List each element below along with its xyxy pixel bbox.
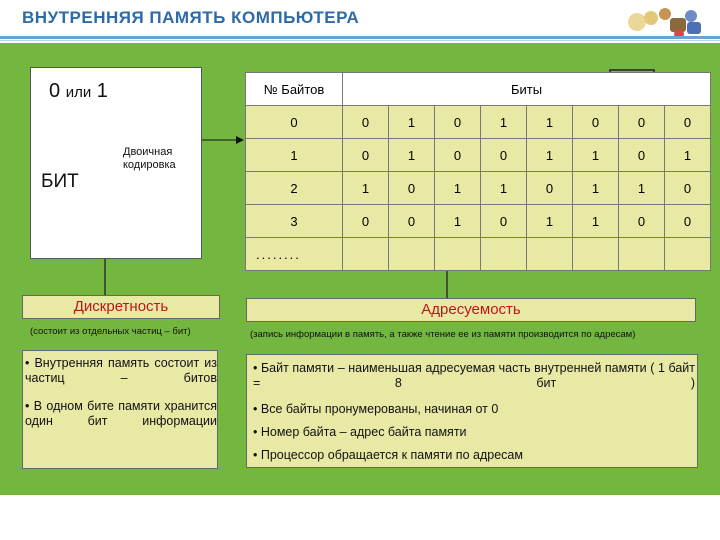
bit-cell: 0 [665,106,711,139]
table-row [246,106,711,139]
byte-number: 0 [246,106,343,139]
one-value: 1 [96,80,108,102]
or-word: или [65,84,92,101]
bit-cell: 0 [481,139,527,172]
binary-label-line1: Двоичная [123,146,173,158]
bit-cell: 1 [573,139,619,172]
bit-cell: 1 [665,139,711,172]
addressability-item-text: Процессор обращается к памяти по адресам [260,448,523,462]
bit-cell: 1 [435,172,481,205]
zero-value: 0 [49,80,61,102]
memory-table [245,72,711,271]
bit-cell: 1 [573,172,619,205]
binary-encoding-label [123,146,176,172]
bit-cell: 0 [619,106,665,139]
bit-cell: 1 [435,205,481,238]
byte-number-header: № Байтов [246,73,343,106]
bit-cell: 0 [389,205,435,238]
continuation-dots: ........ [246,238,343,271]
bit-cell: 0 [665,172,711,205]
bit-cell: 0 [343,139,389,172]
empty-bit-cell [527,238,573,271]
empty-bit-cell [435,238,481,271]
addressability-heading: Адресуемость [246,298,696,322]
bit-cell: 1 [527,139,573,172]
bit-cell: 1 [389,106,435,139]
bit-cell: 1 [619,172,665,205]
bit-cell: 1 [527,205,573,238]
bit-cell: 1 [527,106,573,139]
bit-cell: 1 [481,172,527,205]
bit-cell: 0 [389,172,435,205]
addressability-item-text: Все байты пронумерованы, начиная от 0 [260,402,499,416]
bit-cell: 0 [619,205,665,238]
empty-bit-cell [389,238,435,271]
addressability-item: • Номер байта – адрес байта памяти [253,425,467,439]
addressability-note: (запись информации в память, а также чтение ее из памяти производится по адресам) [250,329,636,340]
discreteness-panel [22,350,218,469]
empty-bit-cell [481,238,527,271]
discreteness-note: (состоит из отдельных частиц – бит) [30,326,191,337]
bit-cell: 0 [527,172,573,205]
bit-diagram-box [30,67,202,259]
bit-cell: 1 [481,106,527,139]
empty-bit-cell [665,238,711,271]
discreteness-item: • Внутренняя память состоит из частиц – битов [25,356,217,385]
addressability-item-text: Байт памяти – наименьшая адресуемая часть внутренней памяти ( 1 байт = 8 бит ) [253,361,695,390]
bit-cell: 0 [435,139,481,172]
addressability-panel [246,354,698,468]
table-row [246,139,711,172]
bit-label: БИТ [41,171,79,192]
bit-cell: 1 [343,172,389,205]
bit-cell: 0 [343,106,389,139]
bit-cell: 0 [481,205,527,238]
bit-cell: 0 [343,205,389,238]
discreteness-item: • В одном бите памяти хранится один бит информации [25,399,217,428]
bit-cell: 0 [573,106,619,139]
table-row [246,205,711,238]
table-header-row [246,73,711,106]
table-row [246,172,711,205]
bit-cell: 1 [389,139,435,172]
addressability-item: • Процессор обращается к памяти по адресам [253,448,523,462]
byte-number: 2 [246,172,343,205]
bit-cell: 1 [573,205,619,238]
zero-or-one-label [49,80,108,103]
table-row-continuation [246,238,711,271]
empty-bit-cell [619,238,665,271]
addressability-item: • Все байты пронумерованы, начиная от 0 [253,402,499,416]
bit-cell: 0 [619,139,665,172]
empty-bit-cell [343,238,389,271]
byte-number: 1 [246,139,343,172]
discreteness-heading: Дискретность [22,295,220,319]
byte-number: 3 [246,205,343,238]
bits-header: Биты [343,73,711,106]
binary-label-line2: кодировка [123,159,176,171]
discreteness-item-text: Внутренняя память состоит из частиц – битов [25,356,217,385]
addressability-item-text: Номер байта – адрес байта памяти [260,425,467,439]
bit-cell: 0 [665,205,711,238]
addressability-item: • Байт памяти – наименьшая адресуемая часть внутренней памяти ( 1 байт = 8 бит ) [253,361,695,390]
empty-bit-cell [573,238,619,271]
slide-title: ВНУТРЕННЯЯ ПАМЯТЬ КОМПЬЮТЕРА [22,8,360,27]
discreteness-item-text: В одном бите памяти хранится один бит информации [25,399,217,428]
bit-cell: 0 [435,106,481,139]
